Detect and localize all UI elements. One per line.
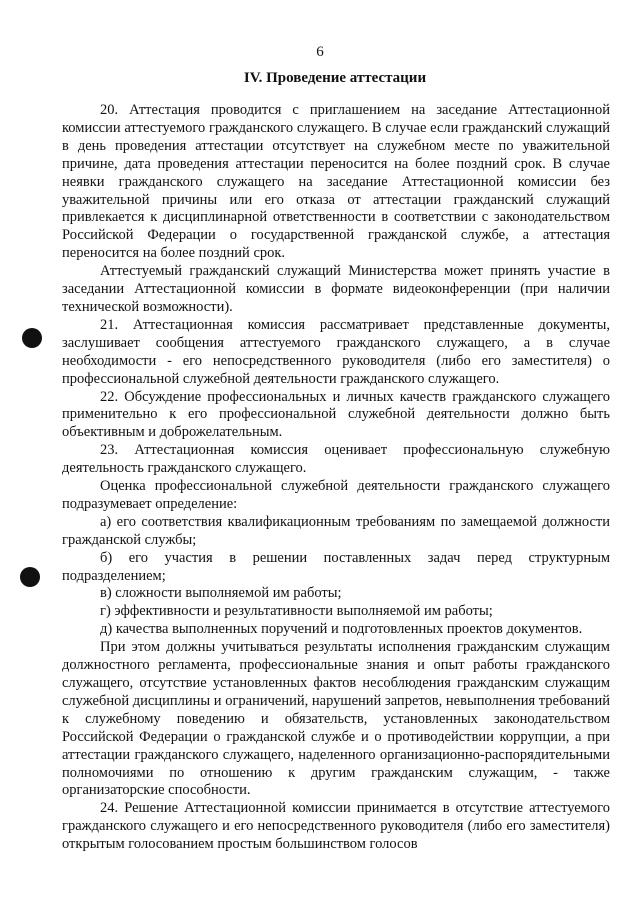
paragraph-24: 24. Решение Аттестационной комиссии принимается в отсутствие аттестуемого гражданского служащего и его непосредственного руководителя (либо его заместителя) открытым голосованием простым большинством голосов (62, 800, 610, 853)
paragraph-20: 20. Аттестация проводится с приглашением на заседание Аттестационной комиссии аттестуемого гражданского служащего. В случае если гражданский служащий в день проведения аттестации отсутствует на служебном месте по уважительной причине, дата проведения аттестации переносится на более поздний срок. В случае неявки гражданского служащего на заседание Аттестационной комиссии без уважительной причины или его отказа от аттестации гражданский служащий привлекается к дисциплинарной ответственности в соответствии с законодательством Российской Федерации о государственной гражданской службе, а аттестация переносится на более поздний срок. (62, 102, 610, 262)
page-number: 6 (316, 44, 324, 60)
paragraph-assessment: Оценка профессиональной служебной деятельности гражданского служащего подразумевает определение: (62, 478, 610, 512)
paragraph-participation: Аттестуемый гражданский служащий Министерства может принять участие в заседании Аттестационной комиссии в формате видеоконференции (при наличии технической возможности). (62, 263, 610, 315)
list-item-a: а) его соответствия квалификационным требованиям по замещаемой должности гражданской службы; (62, 513, 610, 548)
paragraph-23: 23. Аттестационная комиссия оценивает профессиональную служебную деятельность гражданского служащего. (62, 442, 610, 477)
list-item-v: в) сложности выполняемой им работы; (100, 585, 342, 602)
paragraph-22: 22. Обсуждение профессиональных и личных качеств гражданского служащего применительно к его профессиональной служебной деятельности должно быть объективным и доброжелательным. (62, 388, 610, 441)
section-title: IV. Проведение аттестации (243, 70, 427, 86)
punch-hole-bottom (20, 567, 40, 587)
list-item-g: г) эффективности и результативности выполняемой им работы; (100, 603, 493, 620)
list-item-d: д) качества выполненных поручений и подготовленных проектов документов. (100, 621, 583, 638)
list-item-b: б) его участия в решении поставленных задач перед структурным подразделением; (62, 549, 610, 584)
document-body (62, 102, 610, 854)
punch-hole-top (22, 328, 42, 348)
paragraph-considerations: При этом должны учитываться результаты исполнения гражданским служащим должностного регламента, профессиональные знания и опыт работы гражданского служащего, отсутствие установленных фактов несоблюдения гражданским служащим служебной дисциплины и ограничений, нарушений запретов, невыполнения требований к служебному поведению и обязательств, установленных законодательством Российской Федерации о гражданской службе и о противодействии коррупции, а при аттестации гражданского служащего, наделенного организационно-распорядительными полномочиями по отношению к другим гражданским служащим, - также организаторские способности. (62, 639, 610, 799)
paragraph-21: 21. Аттестационная комиссия рассматривает представленные документы, заслушивает сообщения аттестуемого гражданского служащего, а в случае необходимости - его непосредственного руководителя (либо его заместителя) о профессиональной служебной деятельности гражданского служащего. (62, 316, 610, 387)
